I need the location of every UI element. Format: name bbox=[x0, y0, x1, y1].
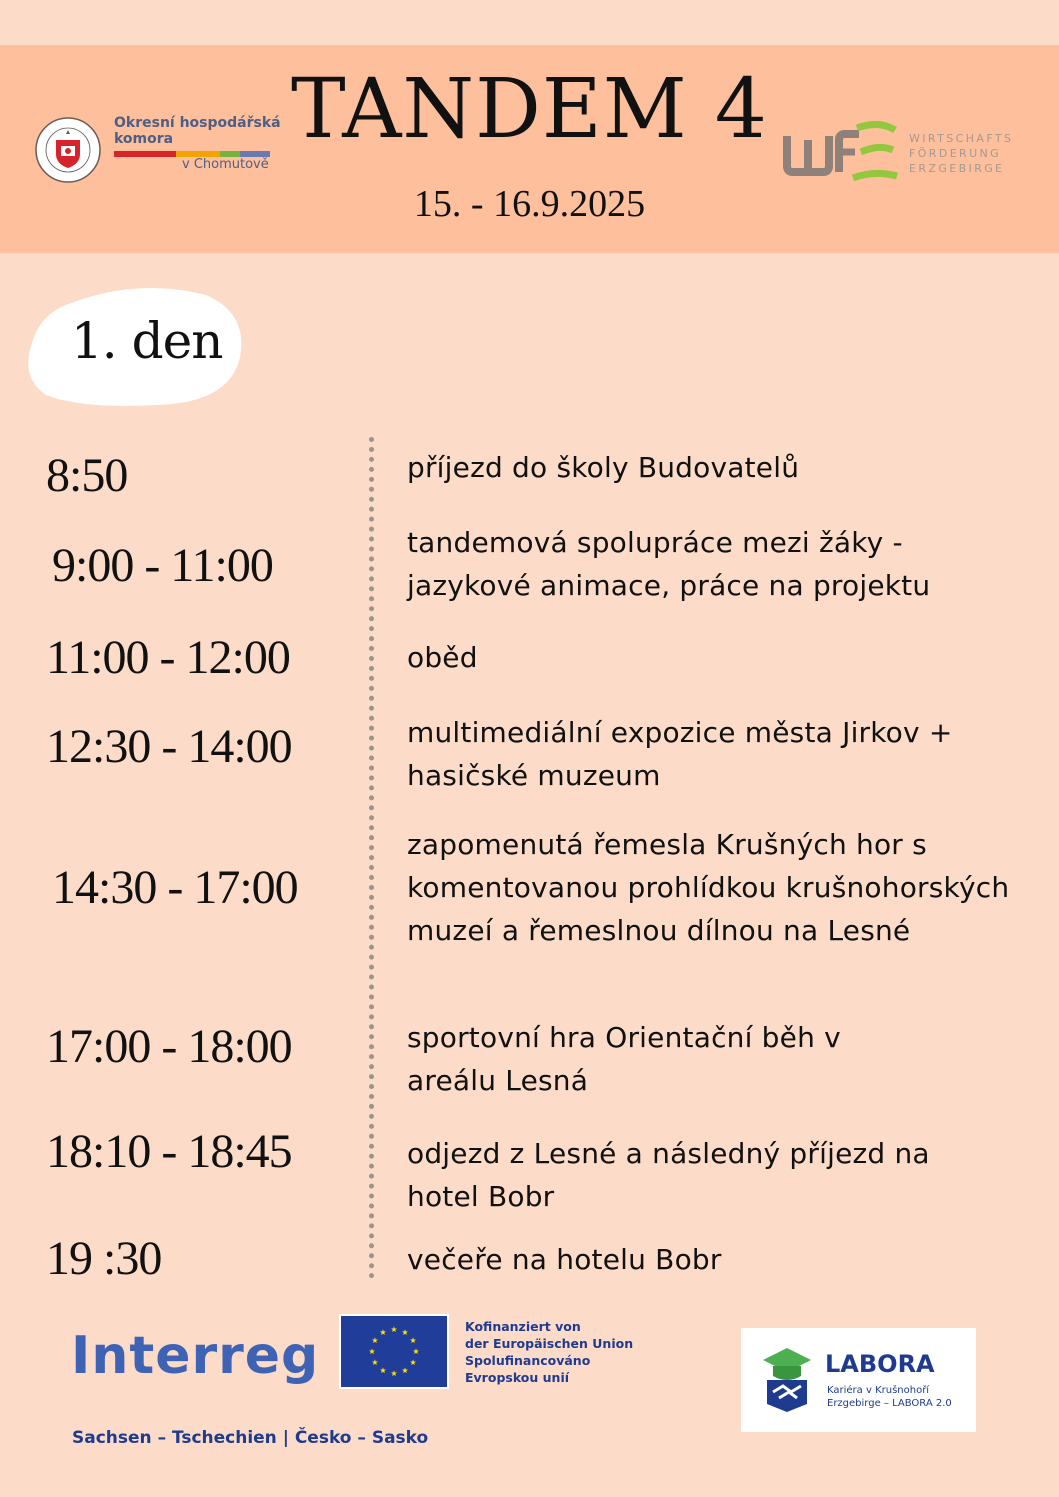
schedule-divider bbox=[369, 437, 374, 1279]
labora-subtitle bbox=[827, 1384, 952, 1410]
page-title: TANDEM 4 bbox=[291, 62, 768, 157]
schedule-activity: zapomenutá řemesla Krušných hor s komentovanou prohlídkou krušnohorských muzeí a řemeslnou dílnou na Lesné bbox=[407, 828, 1010, 947]
wfe-line1: WIRTSCHAFTS bbox=[909, 132, 1014, 145]
eu-line: Spolufinancováno bbox=[465, 1353, 591, 1368]
labora-sub-line: Kariéra v Krušnohoří bbox=[827, 1385, 930, 1396]
schedule-activity: odjezd z Lesné a následný příjezd na hotel Bobr bbox=[407, 1137, 930, 1213]
graduation-handshake-icon bbox=[761, 1346, 813, 1414]
schedule-time: 14:30 - 17:00 bbox=[52, 861, 298, 914]
chamber-name: Okresní hospodářská komora bbox=[114, 115, 281, 147]
schedule-time: 12:30 - 14:00 bbox=[46, 720, 292, 773]
chamber-city: v Chomutově bbox=[182, 157, 269, 172]
schedule-activity: sportovní hra Orientační běh v areálu Lesná bbox=[407, 1021, 841, 1097]
wfe-logo-icon bbox=[783, 118, 901, 188]
schedule-time: 11:00 - 12:00 bbox=[46, 631, 290, 684]
wfe-line3: ERZGEBIRGE bbox=[909, 162, 1005, 175]
day-label: 1. den bbox=[71, 312, 223, 370]
labora-sub-line: Erzgebirge – LABORA 2.0 bbox=[827, 1398, 952, 1409]
schedule-activity: tandemová spolupráce mezi žáky - jazykové animace, práce na projektu bbox=[407, 526, 931, 602]
eu-line: der Europäischen Union bbox=[465, 1336, 634, 1351]
schedule-activity: oběd bbox=[407, 641, 478, 674]
schedule-time: 9:00 - 11:00 bbox=[52, 539, 273, 592]
event-date: 15. - 16.9.2025 bbox=[413, 183, 646, 225]
schedule-time: 8:50 bbox=[46, 449, 128, 502]
eu-line: Evropskou unií bbox=[465, 1370, 570, 1385]
schedule-activity: příjezd do školy Budovatelů bbox=[407, 451, 800, 484]
labora-name: LABORA bbox=[825, 1350, 935, 1378]
wfe-text bbox=[909, 131, 1013, 176]
schedule-activity: multimediální expozice města Jirkov + hasičské muzeum bbox=[407, 716, 953, 792]
schedule-activity: večeře na hotelu Bobr bbox=[407, 1243, 722, 1276]
wfe-line2: FÖRDERUNG bbox=[909, 147, 1002, 160]
labora-logo bbox=[741, 1328, 976, 1432]
schedule-time: 17:00 - 18:00 bbox=[46, 1020, 292, 1073]
eu-funding-text bbox=[465, 1318, 665, 1386]
eu-flag-icon bbox=[339, 1314, 449, 1389]
interreg-logo: Interreg bbox=[71, 1326, 320, 1386]
interreg-subtitle: Sachsen – Tschechien | Česko – Sasko bbox=[72, 1428, 429, 1448]
eu-line: Kofinanziert von bbox=[465, 1319, 581, 1334]
schedule-time: 18:10 - 18:45 bbox=[46, 1125, 292, 1178]
schedule-time: 19 :30 bbox=[46, 1232, 162, 1285]
